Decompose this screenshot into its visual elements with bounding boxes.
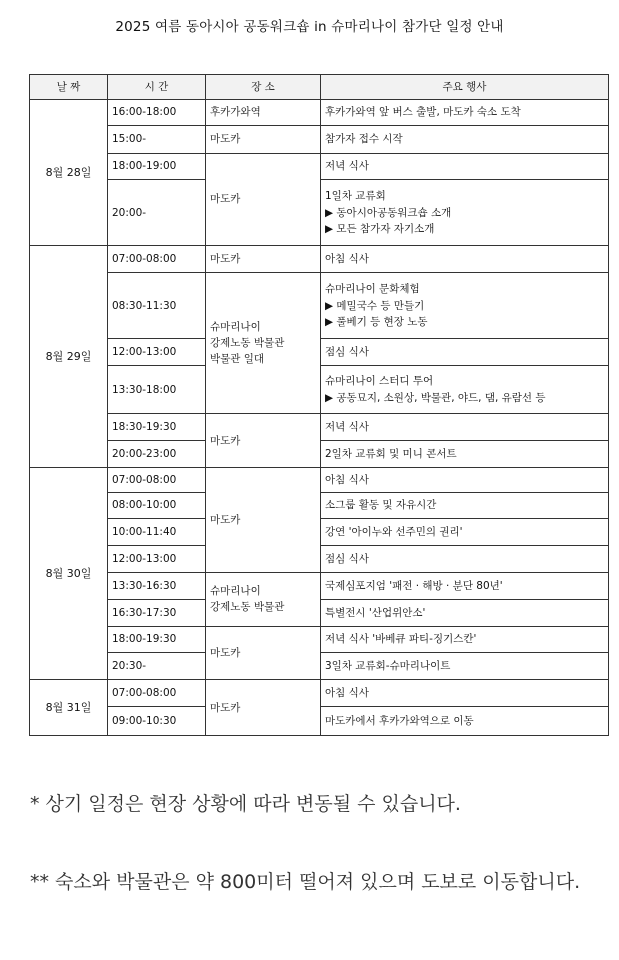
time-cell: 18:00-19:00	[108, 153, 206, 180]
table-row	[30, 414, 609, 441]
date-cell: 8월 31일	[30, 680, 108, 736]
table-row	[30, 153, 609, 180]
time-cell: 18:30-19:30	[108, 414, 206, 441]
place-cell: 마도카	[206, 153, 321, 246]
event-title: 슈마리나이 문화체험	[325, 283, 420, 296]
event-cell: 저녁 식사 '바베큐 파티-징기스칸'	[321, 626, 609, 653]
event-subitem: ▶ 모든 참가자 자기소개	[325, 223, 435, 235]
time-cell: 16:30-17:30	[108, 599, 206, 626]
header-event: 주요 행사	[321, 75, 609, 100]
event-cell	[321, 273, 609, 339]
event-cell: 마도카에서 후카가와역으로 이동	[321, 707, 609, 736]
place-cell: 마도카	[206, 125, 321, 153]
table-row	[30, 125, 609, 153]
date-cell: 8월 28일	[30, 100, 108, 246]
event-subitem: ▶ 풀베기 등 현장 노동	[325, 315, 428, 328]
date-cell: 8월 30일	[30, 467, 108, 679]
event-cell: 2일차 교류회 및 미니 콘서트	[321, 441, 609, 468]
place-cell: 마도카	[206, 414, 321, 468]
place-line: 슈마리나이	[210, 320, 261, 333]
time-cell: 20:00-	[108, 180, 206, 246]
event-subitem: ▶ 공동묘지, 소원상, 박물관, 야드, 댐, 유람선 등	[325, 391, 546, 404]
event-subitem: ▶ 동아시아공동워크숍 소개	[325, 206, 452, 219]
table-row	[30, 626, 609, 653]
event-cell: 소그룹 활동 및 자유시간	[321, 492, 609, 519]
event-cell: 아침 식사	[321, 246, 609, 273]
time-cell: 15:00-	[108, 125, 206, 153]
place-line: 강제노동 박물관	[210, 337, 285, 350]
time-cell: 08:30-11:30	[108, 273, 206, 339]
time-cell: 09:00-10:30	[108, 707, 206, 736]
table-row	[30, 467, 609, 492]
place-cell: 마도카	[206, 626, 321, 680]
event-cell: 점심 식사	[321, 546, 609, 573]
time-cell: 12:00-13:00	[108, 546, 206, 573]
place-cell	[206, 273, 321, 414]
time-cell: 08:00-10:00	[108, 492, 206, 519]
event-cell: 참가자 접수 시작	[321, 125, 609, 153]
place-cell	[206, 573, 321, 627]
place-cell: 마도카	[206, 246, 321, 273]
event-subitem: ▶ 메밀국수 등 만들기	[325, 299, 425, 312]
place-cell: 마도카	[206, 467, 321, 572]
event-cell: 저녁 식사	[321, 414, 609, 441]
header-place: 장 소	[206, 75, 321, 100]
table-row	[30, 273, 609, 339]
table-row	[30, 100, 609, 126]
event-cell: 점심 식사	[321, 339, 609, 366]
event-cell: 아침 식사	[321, 680, 609, 707]
time-cell: 20:30-	[108, 653, 206, 680]
event-title: 슈마리나이 스터디 투어	[325, 375, 434, 388]
footnote-walking-distance: ** 숙소와 박물관은 약 800미터 떨어져 있으며 도보로 이동합니다.	[30, 871, 581, 893]
time-cell: 07:00-08:00	[108, 467, 206, 492]
time-cell: 13:30-16:30	[108, 573, 206, 600]
place-line: 강제노동 박물관	[210, 601, 285, 614]
event-cell: 저녁 식사	[321, 153, 609, 180]
place-cell: 후카가와역	[206, 100, 321, 126]
event-cell: 3일차 교류회-슈마리나이트	[321, 653, 609, 680]
event-cell	[321, 365, 609, 413]
time-cell: 16:00-18:00	[108, 100, 206, 126]
time-cell: 13:30-18:00	[108, 365, 206, 413]
header-row	[30, 75, 609, 100]
time-cell: 10:00-11:40	[108, 519, 206, 546]
schedule-table	[29, 74, 609, 736]
time-cell: 20:00-23:00	[108, 441, 206, 468]
table-row	[30, 246, 609, 273]
page-title: 2025 여름 동아시아 공동워크숍 in 슈마리나이 참가단 일정 안내	[115, 19, 504, 35]
header-time: 시 간	[108, 75, 206, 100]
place-line: 박물관 일대	[210, 353, 265, 366]
event-cell: 국제심포지엄 '패전 · 해방 · 분단 80년'	[321, 573, 609, 600]
footnote-schedule-change: * 상기 일정은 현장 상황에 따라 변동될 수 있습니다.	[30, 793, 461, 815]
event-cell: 후카가와역 앞 버스 출발, 마도카 숙소 도착	[321, 100, 609, 126]
time-cell: 18:00-19:30	[108, 626, 206, 653]
date-cell: 8월 29일	[30, 246, 108, 468]
event-cell: 아침 식사	[321, 467, 609, 492]
table-row	[30, 573, 609, 600]
header-date: 날 짜	[30, 75, 108, 100]
time-cell: 12:00-13:00	[108, 339, 206, 366]
event-cell: 특별전시 '산업위안소'	[321, 599, 609, 626]
event-cell: 강연 '아이누와 선주민의 권리'	[321, 519, 609, 546]
event-cell	[321, 180, 609, 246]
time-cell: 07:00-08:00	[108, 246, 206, 273]
place-cell: 마도카	[206, 680, 321, 736]
place-line: 슈마리나이	[210, 585, 261, 598]
event-title: 1일차 교류회	[325, 190, 386, 203]
time-cell: 07:00-08:00	[108, 680, 206, 707]
table-row	[30, 680, 609, 707]
